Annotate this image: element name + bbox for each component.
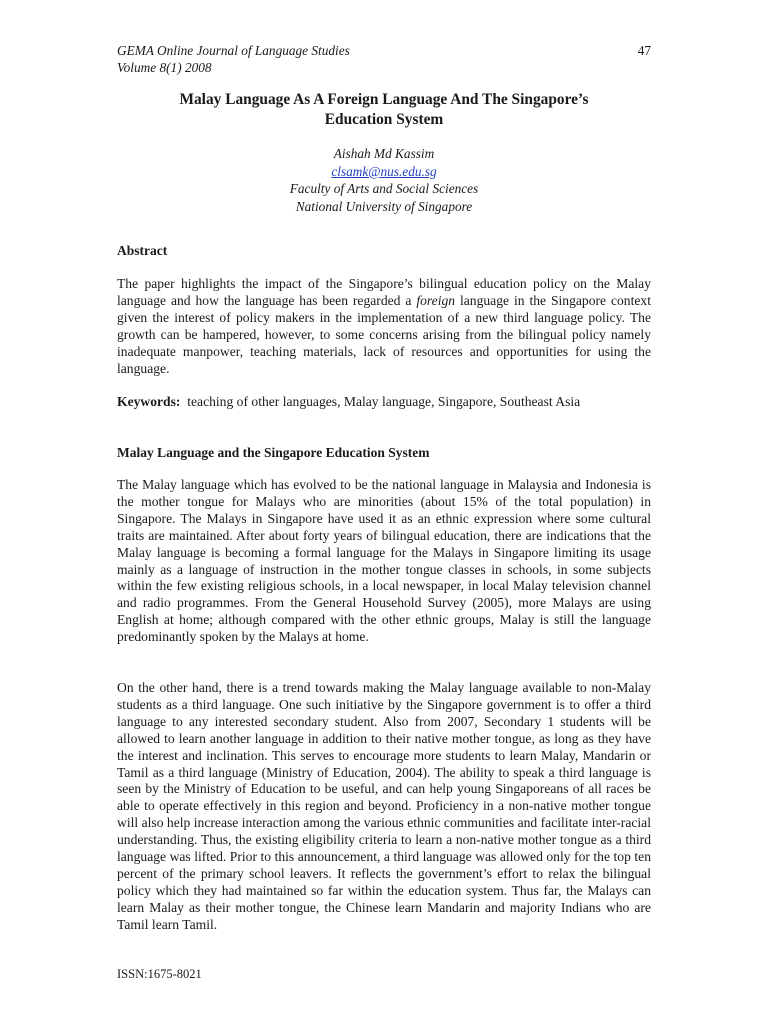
abstract-emphasis: foreign: [416, 292, 456, 308]
body-paragraph-1: The Malay language which has evolved to be the national language in Malaysia and Indonesia is the mother tongue for Malays who are minorities (about 15% of the total population) in Singapore. The Malays in Singapore have used it as an ethnic expression where some cultural traits are maintained. After about forty years of bilingual education, there are indications that the Malay language is becoming a formal language for the Malays in Singapore limiting its usage mainly as a language of instruction in the mother tongue classes in schools, in some subjects within the few existing religious schools, in a local newspaper, in local Malay television channel and radio programmes. From the General Household Survey (2005), more Malays are using English at home; although compared with the other ethnic groups, Malay is still the language predominantly spoken by the Malays at home.: [117, 477, 651, 645]
paper-title: [117, 90, 651, 130]
author-university: National University of Singapore: [295, 198, 473, 214]
journal-name: GEMA Online Journal of Language Studies: [117, 43, 350, 58]
keywords-text: teaching of other languages, Malay language, Singapore, Southeast Asia: [187, 394, 581, 409]
abstract-text-part-2: language in the Singapore context given the interest of policy makers in the implementation of a new third language policy. The growth can be hampered, however, to some concerns arising from the bilingual policy namely inadequate manpower, teaching materials, lack of resources and opportunities for using the language.: [117, 292, 651, 376]
abstract-text: [117, 276, 651, 377]
author-email-link[interactable]: clsamk@nus.edu.sg: [331, 163, 437, 179]
issn-footer: ISSN:1675-8021: [117, 967, 202, 981]
page-number: 47: [637, 43, 651, 58]
author-faculty: Faculty of Arts and Social Sciences: [289, 181, 479, 196]
journal-volume: Volume 8(1) 2008: [117, 60, 212, 75]
running-header: [117, 42, 651, 76]
author-name: Aishah Md Kassim: [333, 146, 435, 161]
keywords-line: [117, 393, 651, 410]
body-paragraph-2: On the other hand, there is a trend towards making the Malay language available to non-Malay students as a third language. One such initiative by the Singapore government is to offer a third language to any interested secondary student. Also from 2007, Secondary 1 students will be allowed to learn another language in addition to their native mother tongue, as long as they have the interest and inclination. This serves to encourage more students to learn Malay, Mandarin or Tamil as a third language (Ministry of Education, 2004). The ability to speak a third language is seen by the Ministry of Education to be useful, and can help young Singaporeans of all races be able to operate effectively in this region and beyond. Proficiency in a non-native mother tongue will also help increase interaction among the various ethnic communities and facilitate inter-racial understanding. Thus, the existing eligibility criteria to learn a non-native mother tongue as a third language was lifted. Prior to this announcement, a third language was allowed only for the top ten percent of the primary school leavers. It reflects the government’s effort to relax the bilingual policy which they had maintained so far within the education system. Thus far, the Malays can learn Malay as their mother tongue, the Chinese learn Mandarin and majority Indians who are Tamil learn Tamil.: [117, 680, 651, 932]
title-line-1: Malay Language As A Foreign Language And The Singapore’s: [179, 91, 589, 108]
keywords-label: Keywords:: [117, 394, 181, 409]
abstract-heading: Abstract: [117, 243, 168, 258]
author-block: [117, 145, 651, 215]
title-line-2: Education System: [324, 111, 444, 128]
section-heading: Malay Language and the Singapore Education System: [117, 445, 430, 460]
abstract-text-part-1: The paper highlights the impact of the Singapore’s bilingual education policy on the Malay language and how the language has been regarded a: [117, 276, 651, 308]
